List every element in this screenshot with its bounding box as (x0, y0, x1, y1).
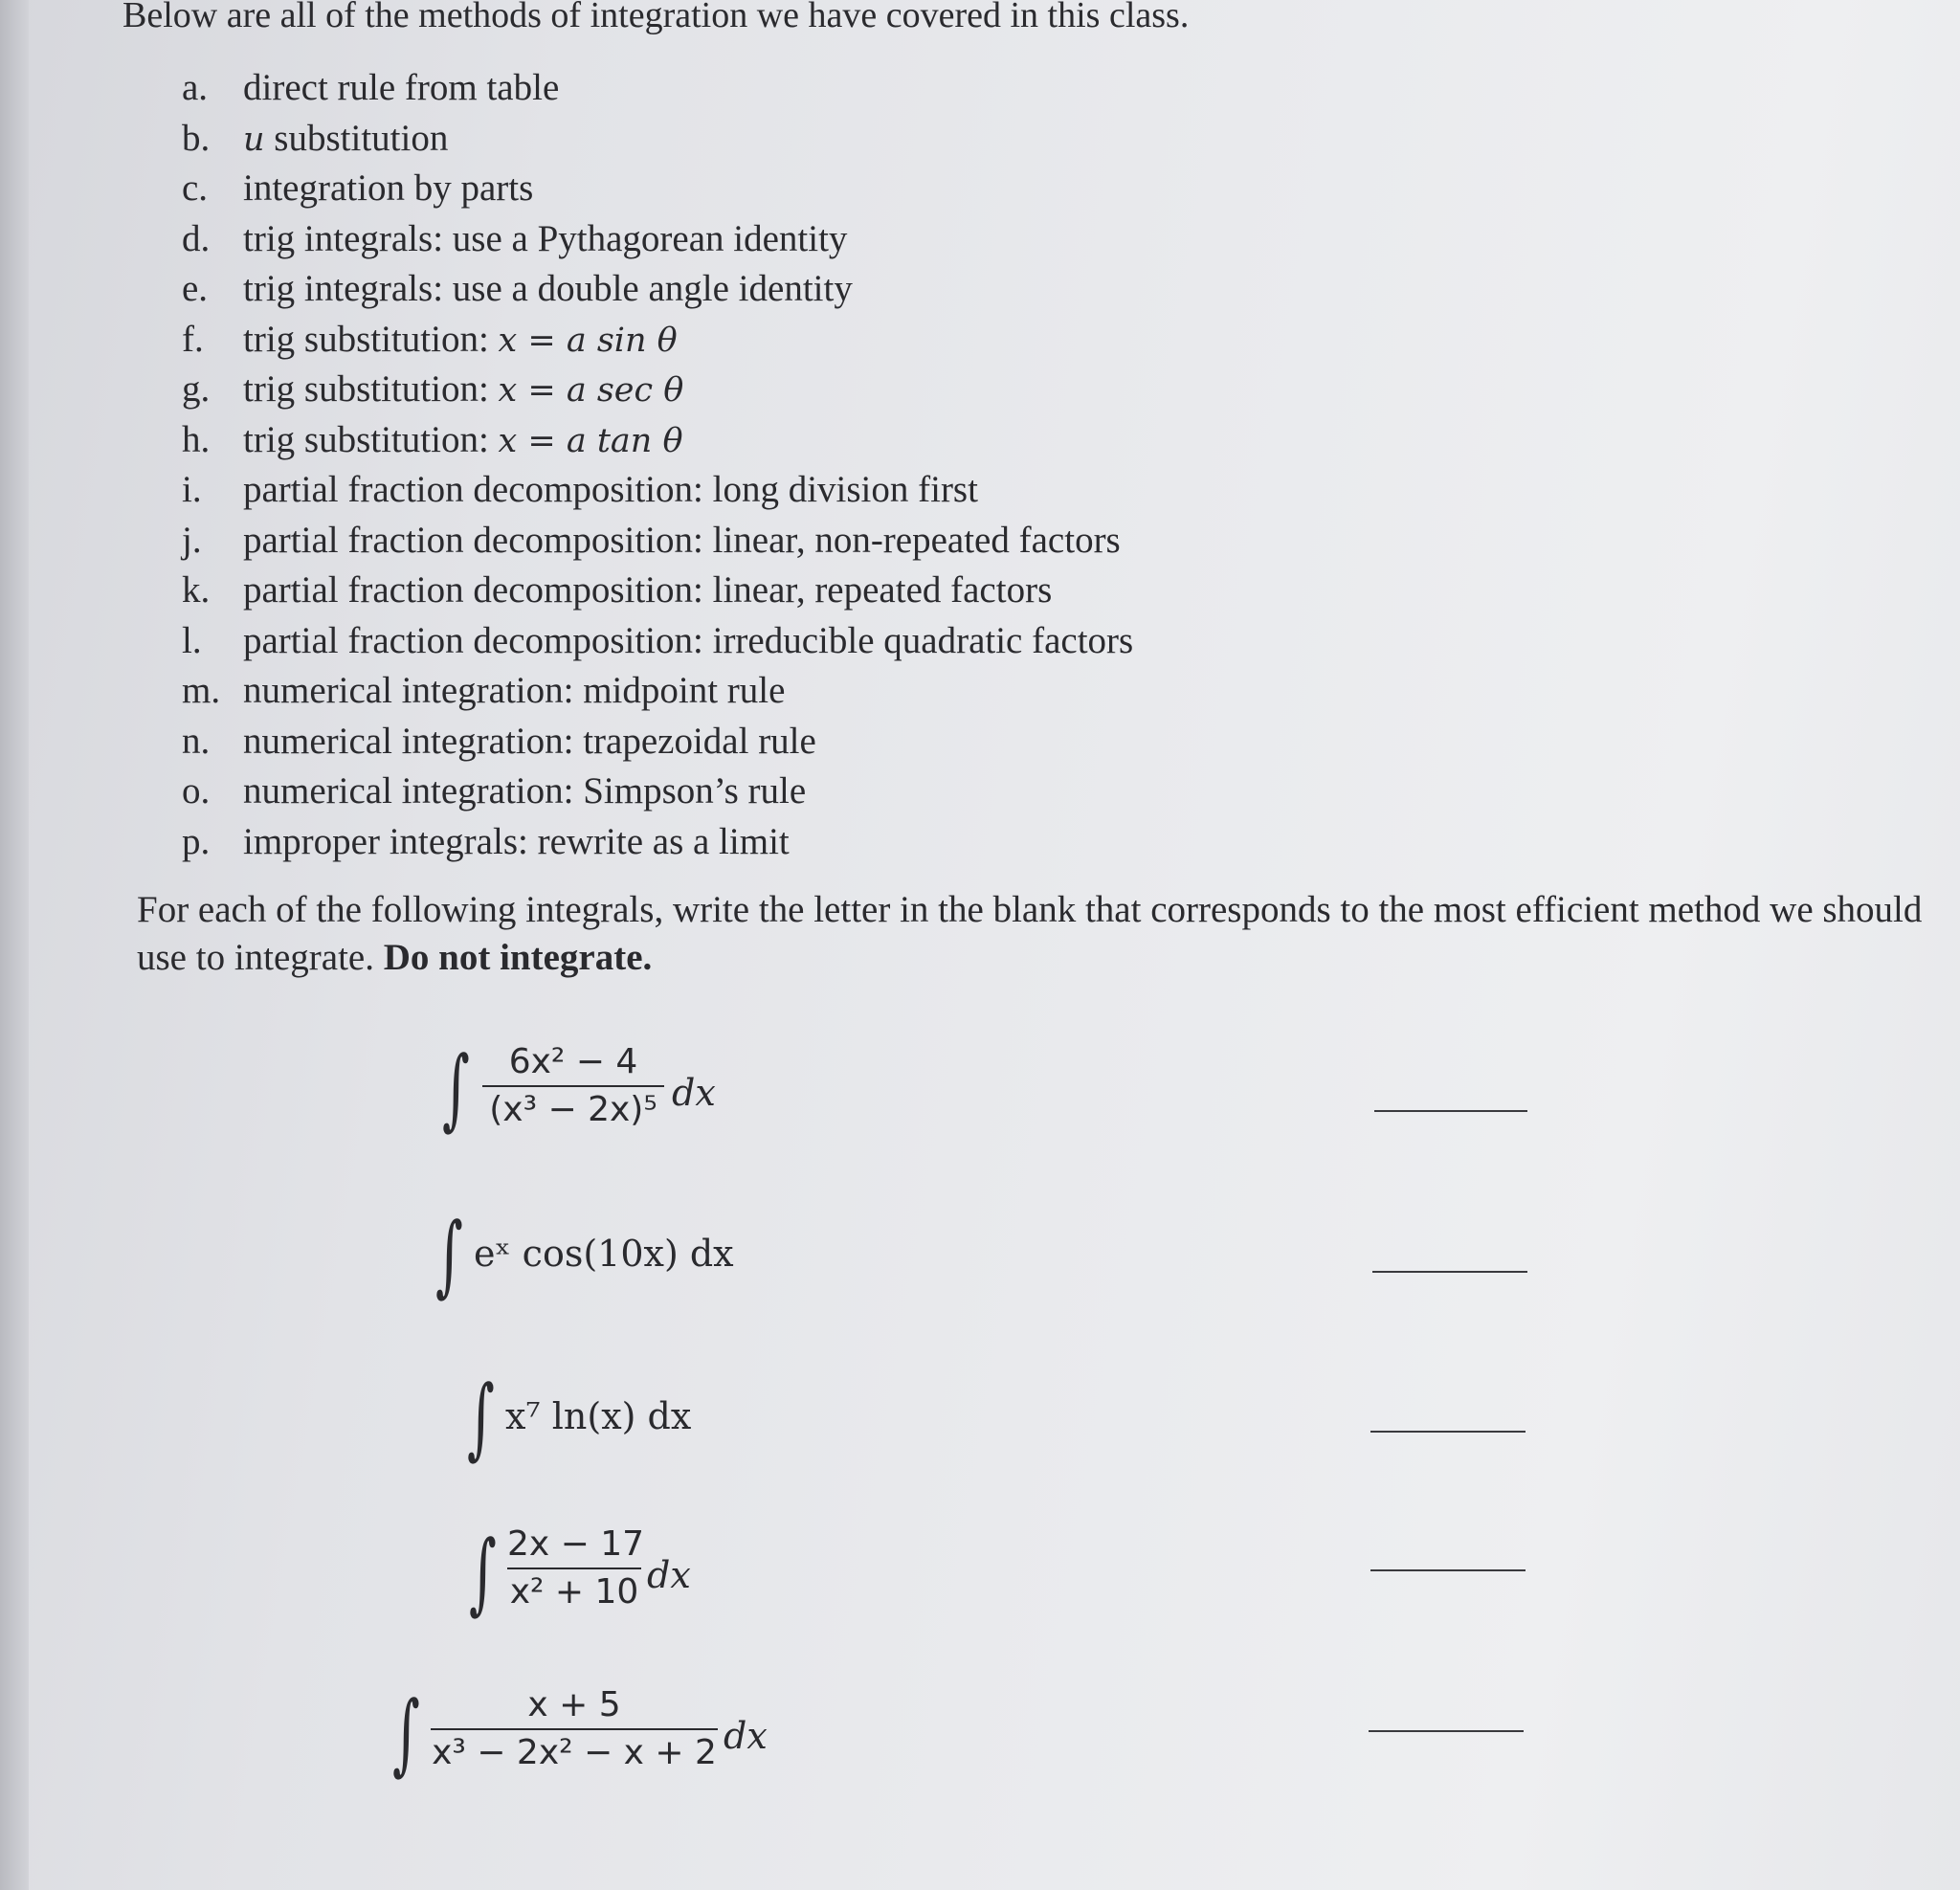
method-item-i (182, 465, 1133, 516)
method-letter: b. (182, 117, 211, 159)
integral-fraction (431, 1684, 718, 1774)
method-item-n (182, 717, 1133, 767)
method-item-o (182, 767, 1133, 817)
method-letter: j. (182, 519, 202, 561)
integral-1 (442, 1037, 748, 1146)
integral-sign: ∫ (467, 1367, 495, 1469)
method-letter: p. (182, 820, 211, 862)
method-item-p (182, 817, 1133, 868)
method-variable: u (243, 120, 265, 159)
instructions-text: For each of the following integrals, write the letter in the blank that corresponds to the most efficient method we should use to integrate. (137, 889, 1923, 978)
integral-sign: ∫ (469, 1522, 497, 1624)
fraction-bar (431, 1728, 718, 1730)
integral-fraction (507, 1523, 645, 1613)
integral-4 (469, 1523, 756, 1629)
method-item-g (182, 365, 1133, 415)
method-item-l (182, 616, 1133, 667)
method-item-k (182, 566, 1133, 616)
method-item-f (182, 315, 1133, 366)
method-item-m (182, 666, 1133, 717)
method-letter: o. (182, 770, 211, 812)
method-text: numerical integration: midpoint rule (243, 670, 786, 711)
method-text: trig substitution: (243, 318, 499, 360)
method-text: trig integrals: use a double angle identity (243, 268, 853, 309)
integral-expression: x⁷ ln(x) dx (505, 1395, 692, 1437)
integral-expression: eˣ cos(10x) dx (474, 1233, 734, 1275)
method-text: partial fraction decomposition: irreducible quadratic factors (243, 619, 1134, 661)
method-letter: e. (182, 268, 209, 309)
method-letter: m. (182, 670, 221, 711)
method-text: substitution (264, 117, 449, 159)
methods-list (182, 63, 1133, 867)
method-letter: k. (182, 569, 211, 611)
method-letter: l. (182, 619, 202, 661)
method-item-j (182, 516, 1133, 567)
method-text: trig substitution: (243, 418, 499, 460)
method-formula: x = a sin θ (498, 321, 678, 360)
integral-fraction (482, 1041, 664, 1131)
method-letter: n. (182, 720, 211, 762)
method-letter: i. (182, 469, 202, 510)
integral-denominator: x³ − 2x² − x + 2 (432, 1733, 717, 1772)
method-item-e (182, 264, 1133, 315)
method-letter: a. (182, 67, 209, 108)
method-formula: x = a sec θ (498, 371, 684, 410)
integral-differential: dx (647, 1554, 691, 1596)
method-item-h (182, 415, 1133, 466)
method-letter: g. (182, 368, 211, 410)
answer-blank-1[interactable] (1374, 1110, 1527, 1112)
method-text: trig integrals: use a Pythagorean identity (243, 217, 848, 259)
method-text: numerical integration: Simpson’s rule (243, 770, 807, 812)
method-formula: x = a tan θ (498, 421, 683, 460)
instructions-paragraph (137, 886, 1927, 982)
integral-sign: ∫ (435, 1204, 463, 1306)
integral-differential: dx (724, 1715, 768, 1757)
instructions-bold: Do not integrate. (383, 937, 653, 978)
method-letter: c. (182, 167, 209, 209)
method-text: direct rule from table (243, 67, 560, 108)
fraction-bar (507, 1568, 641, 1569)
integral-2 (435, 1206, 761, 1311)
answer-blank-5[interactable] (1369, 1730, 1524, 1732)
method-letter: f. (182, 318, 204, 360)
answer-blank-3[interactable] (1370, 1431, 1526, 1433)
integral-sign: ∫ (392, 1682, 420, 1785)
integral-5 (392, 1684, 794, 1790)
method-text: partial fraction decomposition: linear, repeated factors (243, 569, 1053, 611)
answer-blank-4[interactable] (1370, 1569, 1526, 1571)
method-letter: h. (182, 418, 211, 460)
integral-3 (467, 1368, 754, 1474)
answer-blank-2[interactable] (1372, 1271, 1527, 1273)
integral-denominator: x² + 10 (509, 1572, 639, 1612)
page-left-edge (0, 0, 29, 1890)
method-letter: d. (182, 217, 211, 259)
intro-text: Below are all of the methods of integration we have covered in this class. (122, 0, 1190, 35)
method-text: partial fraction decomposition: long division first (243, 469, 978, 510)
method-text: improper integrals: rewrite as a limit (243, 820, 790, 862)
integral-numerator: 2x − 17 (507, 1524, 645, 1564)
method-item-d (182, 214, 1133, 265)
method-text: integration by parts (243, 167, 534, 209)
integral-numerator: x + 5 (527, 1685, 621, 1724)
fraction-bar (482, 1085, 664, 1087)
integral-differential: dx (672, 1072, 716, 1114)
method-item-a (182, 63, 1133, 114)
method-text: numerical integration: trapezoidal rule (243, 720, 816, 762)
integral-denominator: (x³ − 2x)⁵ (489, 1090, 657, 1129)
method-text: trig substitution: (243, 368, 499, 410)
integral-sign: ∫ (442, 1037, 470, 1140)
integral-numerator: 6x² − 4 (508, 1042, 638, 1081)
method-item-b (182, 114, 1133, 165)
method-text: partial fraction decomposition: linear, non-repeated factors (243, 519, 1121, 561)
method-item-c (182, 164, 1133, 214)
